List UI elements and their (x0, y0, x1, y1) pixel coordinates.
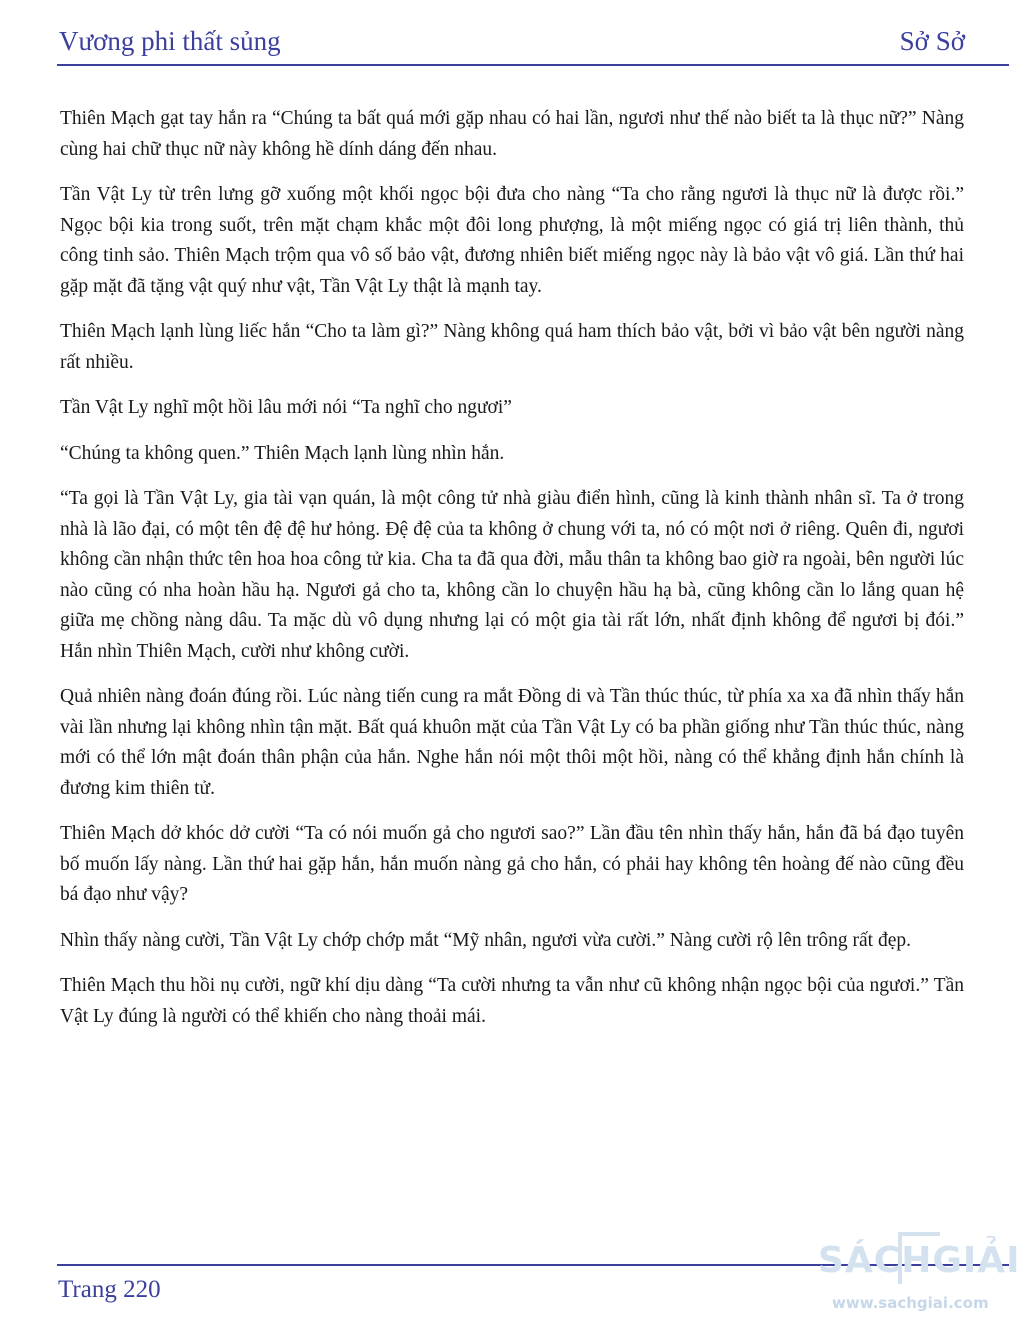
book-title: Vương phi thất sủng (59, 26, 281, 56)
paragraph: “Chúng ta không quen.” Thiên Mạch lạnh lùng nhìn hắn. (60, 442, 505, 464)
paragraph: “Ta gọi là Tần Vật Ly, gia tài vạn quán, là một công tử nhà giàu điển hình, cũng là kinh thành nhân sĩ. Ta ở trong nhà là lão đại, có một tên đệ đệ hư hỏng. Đệ đệ của ta không ở chung với ta, nó có một nơi ở riêng. Quên đi, ngươi không cần nhận thức tên hoa hoa công tử kia. Cha ta đã qua đời, mẫu thân ta không bao giờ ra ngoài, bên người lúc nào cũng có nha hoàn hầu hạ. Ngươi gả cho ta, không cần lo chuyện hầu hạ bà, cũng không cần lo lắng quan hệ giữa mẹ chồng nàng dâu. Ta mặc dù vô dụng nhưng lại có một gia tài rất lớn, nhất định không để ngươi bị đói.” Hắn nhìn Thiên Mạch, cười như không cười. (60, 488, 964, 662)
watermark-logo: SÁCHGIẢI (818, 1240, 1021, 1281)
paragraph: Thiên Mạch gạt tay hắn ra “Chúng ta bất quá mới gặp nhau có hai lần, ngươi như thế nào biết ta là thục nữ?” Nàng cùng hai chữ thục nữ này không hề dính dáng đến nhau. (60, 108, 964, 160)
paragraph: Quả nhiên nàng đoán đúng rồi. Lúc nàng tiến cung ra mắt Đồng di và Tần thúc thúc, từ phía xa xa đã nhìn thấy hắn vài lần nhưng lại không nhìn tận mặt. Bất quá khuôn mặt của Tần Vật Ly có ba phần giống như Tần thúc thúc, nàng mới có thể lớn mật đoán thân phận của hắn. Nghe hắn nói một thôi một hồi, nàng có thể khẳng định hắn chính là đương kim thiên tử. (60, 686, 964, 799)
paragraph: Tần Vật Ly nghĩ một hồi lâu mới nói “Ta nghĩ cho ngươi” (60, 397, 512, 418)
watermark (818, 1232, 1021, 1318)
paragraph: Nhìn thấy nàng cười, Tần Vật Ly chớp chớp mắt “Mỹ nhân, ngươi vừa cười.” Nàng cười rộ lên trông rất đẹp. (60, 929, 912, 951)
paragraph: Tần Vật Ly từ trên lưng gỡ xuống một khối ngọc bội đưa cho nàng “Ta cho rằng ngươi là thục nữ là được rồi.” Ngọc bội kia trong suốt, trên mặt chạm khắc một đôi long phượng, là một miếng ngọc có giá trị liên thành, thủ công tinh sảo. Thiên Mạch trộm qua vô số bảo vật, đương nhiên biết miếng ngọc này là bảo vật vô giá. Lần thứ hai gặp mặt đã tặng vật quý như vật, Tần Vật Ly thật là mạnh tay. (60, 184, 964, 297)
paragraph: Thiên Mạch lạnh lùng liếc hắn “Cho ta làm gì?” Nàng không quá ham thích bảo vật, bởi vì bảo vật bên người nàng rất nhiều. (60, 321, 964, 373)
page-header (57, 22, 967, 62)
book-author: Sở Sở (899, 26, 965, 56)
header-divider (57, 64, 1009, 66)
watermark-url: www.sachgiai.com (832, 1294, 989, 1312)
paragraph: Thiên Mạch dở khóc dở cười “Ta có nói muốn gả cho ngươi sao?” Lần đầu tên nhìn thấy hắn, hắn đã bá đạo tuyên bố muốn lấy nàng. Lần thứ hai gặp hắn, hắn muốn nàng gả cho hắn, có phải hay không tên hoàng đế nào cũng đều bá đạo như vậy? (60, 823, 964, 905)
page-number: Trang 220 (58, 1276, 161, 1303)
page-body (60, 104, 964, 1047)
paragraph: Thiên Mạch thu hồi nụ cười, ngữ khí dịu dàng “Ta cười nhưng ta vẫn như cũ không nhận ngọc bội của ngươi.” Tần Vật Ly đúng là người có thể khiến cho nàng thoải mái. (60, 975, 964, 1027)
